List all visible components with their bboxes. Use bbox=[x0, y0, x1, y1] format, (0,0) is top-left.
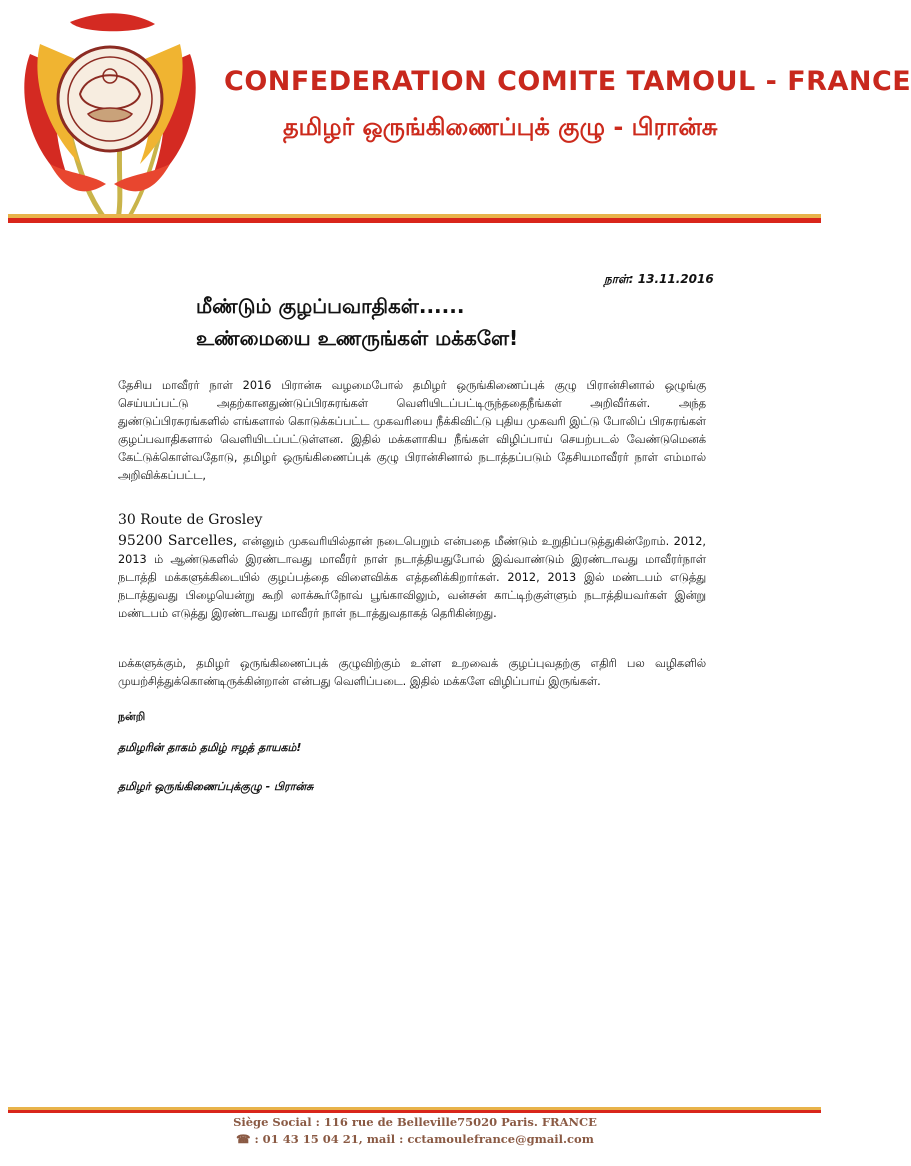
title-line-2: உண்மையை உணருங்கள் மக்களே! bbox=[196, 326, 519, 350]
paragraph-1: தேசிய மாவீரர் நாள் 2016 பிரான்சு வழமைபோல் தமிழர் ஒருங்கிணைப்புக் குழு பிரான்சினால் ஒழுங்கு செய்யப்பட்டு அதற்கானதுண்டுப்பிரசுரங்கள் வெளியிடப்பட்டிருந்ததைநீங்கள் அறிவீர்கள். அந்த துண்டுப்பிரசுரங்களில் எங்களால் கொடுக்கப்பட்ட முகவரியை நீக்கிவிட்டு புதிய முகவரி இட்டு போலிப் பிரசுரங்கள் குழப்பவாதிகளால் வெளியிடப்பட்டுள்ளன. இதில் மக்களாகிய நீங்கள் விழிப்பாய் செயற்படல் வேண்டுமெனக் கேட்டுக்கொள்வதோடு, தமிழர் ஒருங்கிணைப்புக் குழு பிரான்சினால் நடாத்தப்படும் தேசியமாவீரர் நாள் எம்மால் அறிவிக்கப்பட்ட, bbox=[118, 379, 706, 482]
flame-lily-emblem-logo bbox=[10, 14, 210, 222]
paragraph-2-text: என்னும் முகவரியில்தான் நடைபெறும் என்பதை மீண்டும் உறுதிப்படுத்துகின்றோம். 2012, 2013 ம் ஆண்டுகளில் இரண்டாவது மாவீரர் நாள் நடாத்தியதுபோல் இவ்வாண்டும் இரண்டாவது மாவீரர்நாள் நடாத்தி மக்களுக்கிடையில் குழப்பத்தை விளைவிக்க எத்தனிக்கிறார்கள். 2012, 2013 இல் மண்டபம் எடுத்து நடாத்துவது பிழையென்று கூறி லாக்கூர்நோவ் பூங்காவிலும், வன்சன் காட்டிற்குள்ளும் நடாத்தியவர்கள் இன்று மண்டபம் எடுத்து இரண்டாவது மாவீரர் நாள் நடாத்துவதாகத் தெரிகின்றது. bbox=[118, 535, 707, 620]
paragraph-2 bbox=[118, 532, 706, 623]
footer-address: Siège Social : 116 rue de Belleville75020 Paris. FRANCE bbox=[233, 1115, 597, 1129]
paragraph-3: மக்களுக்கும், தமிழர் ஒருங்கிணைப்புக் குழுவிற்கும் உள்ள உறவைக் குழப்புவதற்கு எதிரி பல வழிகளில் முயற்சித்துக்கொண்டிருக்கின்றான் என்பது வெளிப்படை. இதில் மக்களே விழிப்பாய் இருங்கள். bbox=[118, 657, 706, 688]
slogan: தமிழரின் தாகம் தமிழ் ஈழத் தாயகம்! bbox=[118, 741, 302, 754]
thanks-line: நன்றி bbox=[118, 710, 146, 723]
organization-name-english: CONFEDERATION COMITE TAMOUL - FRANCE bbox=[224, 66, 911, 97]
address-line-2: 95200 Sarcelles, bbox=[118, 533, 238, 549]
address-line-1: 30 Route de Grosley bbox=[118, 512, 263, 528]
title-line-1: மீண்டும் குழப்பவாதிகள்...... bbox=[196, 294, 465, 318]
signature: தமிழர் ஒருங்கிணைப்புக்குழு - பிரான்சு bbox=[118, 780, 314, 793]
organization-name-tamil: தமிழர் ஒருங்கிணைப்புக் குழு - பிரான்சு bbox=[283, 113, 718, 141]
document-date: நாள்: 13.11.2016 bbox=[604, 272, 714, 286]
footer-divider bbox=[8, 1107, 821, 1113]
footer-contact: ☎ : 01 43 15 04 21, mail : cctamoulefrance@gmail.com bbox=[236, 1132, 594, 1146]
document-title bbox=[196, 290, 696, 354]
header-divider bbox=[8, 214, 821, 223]
